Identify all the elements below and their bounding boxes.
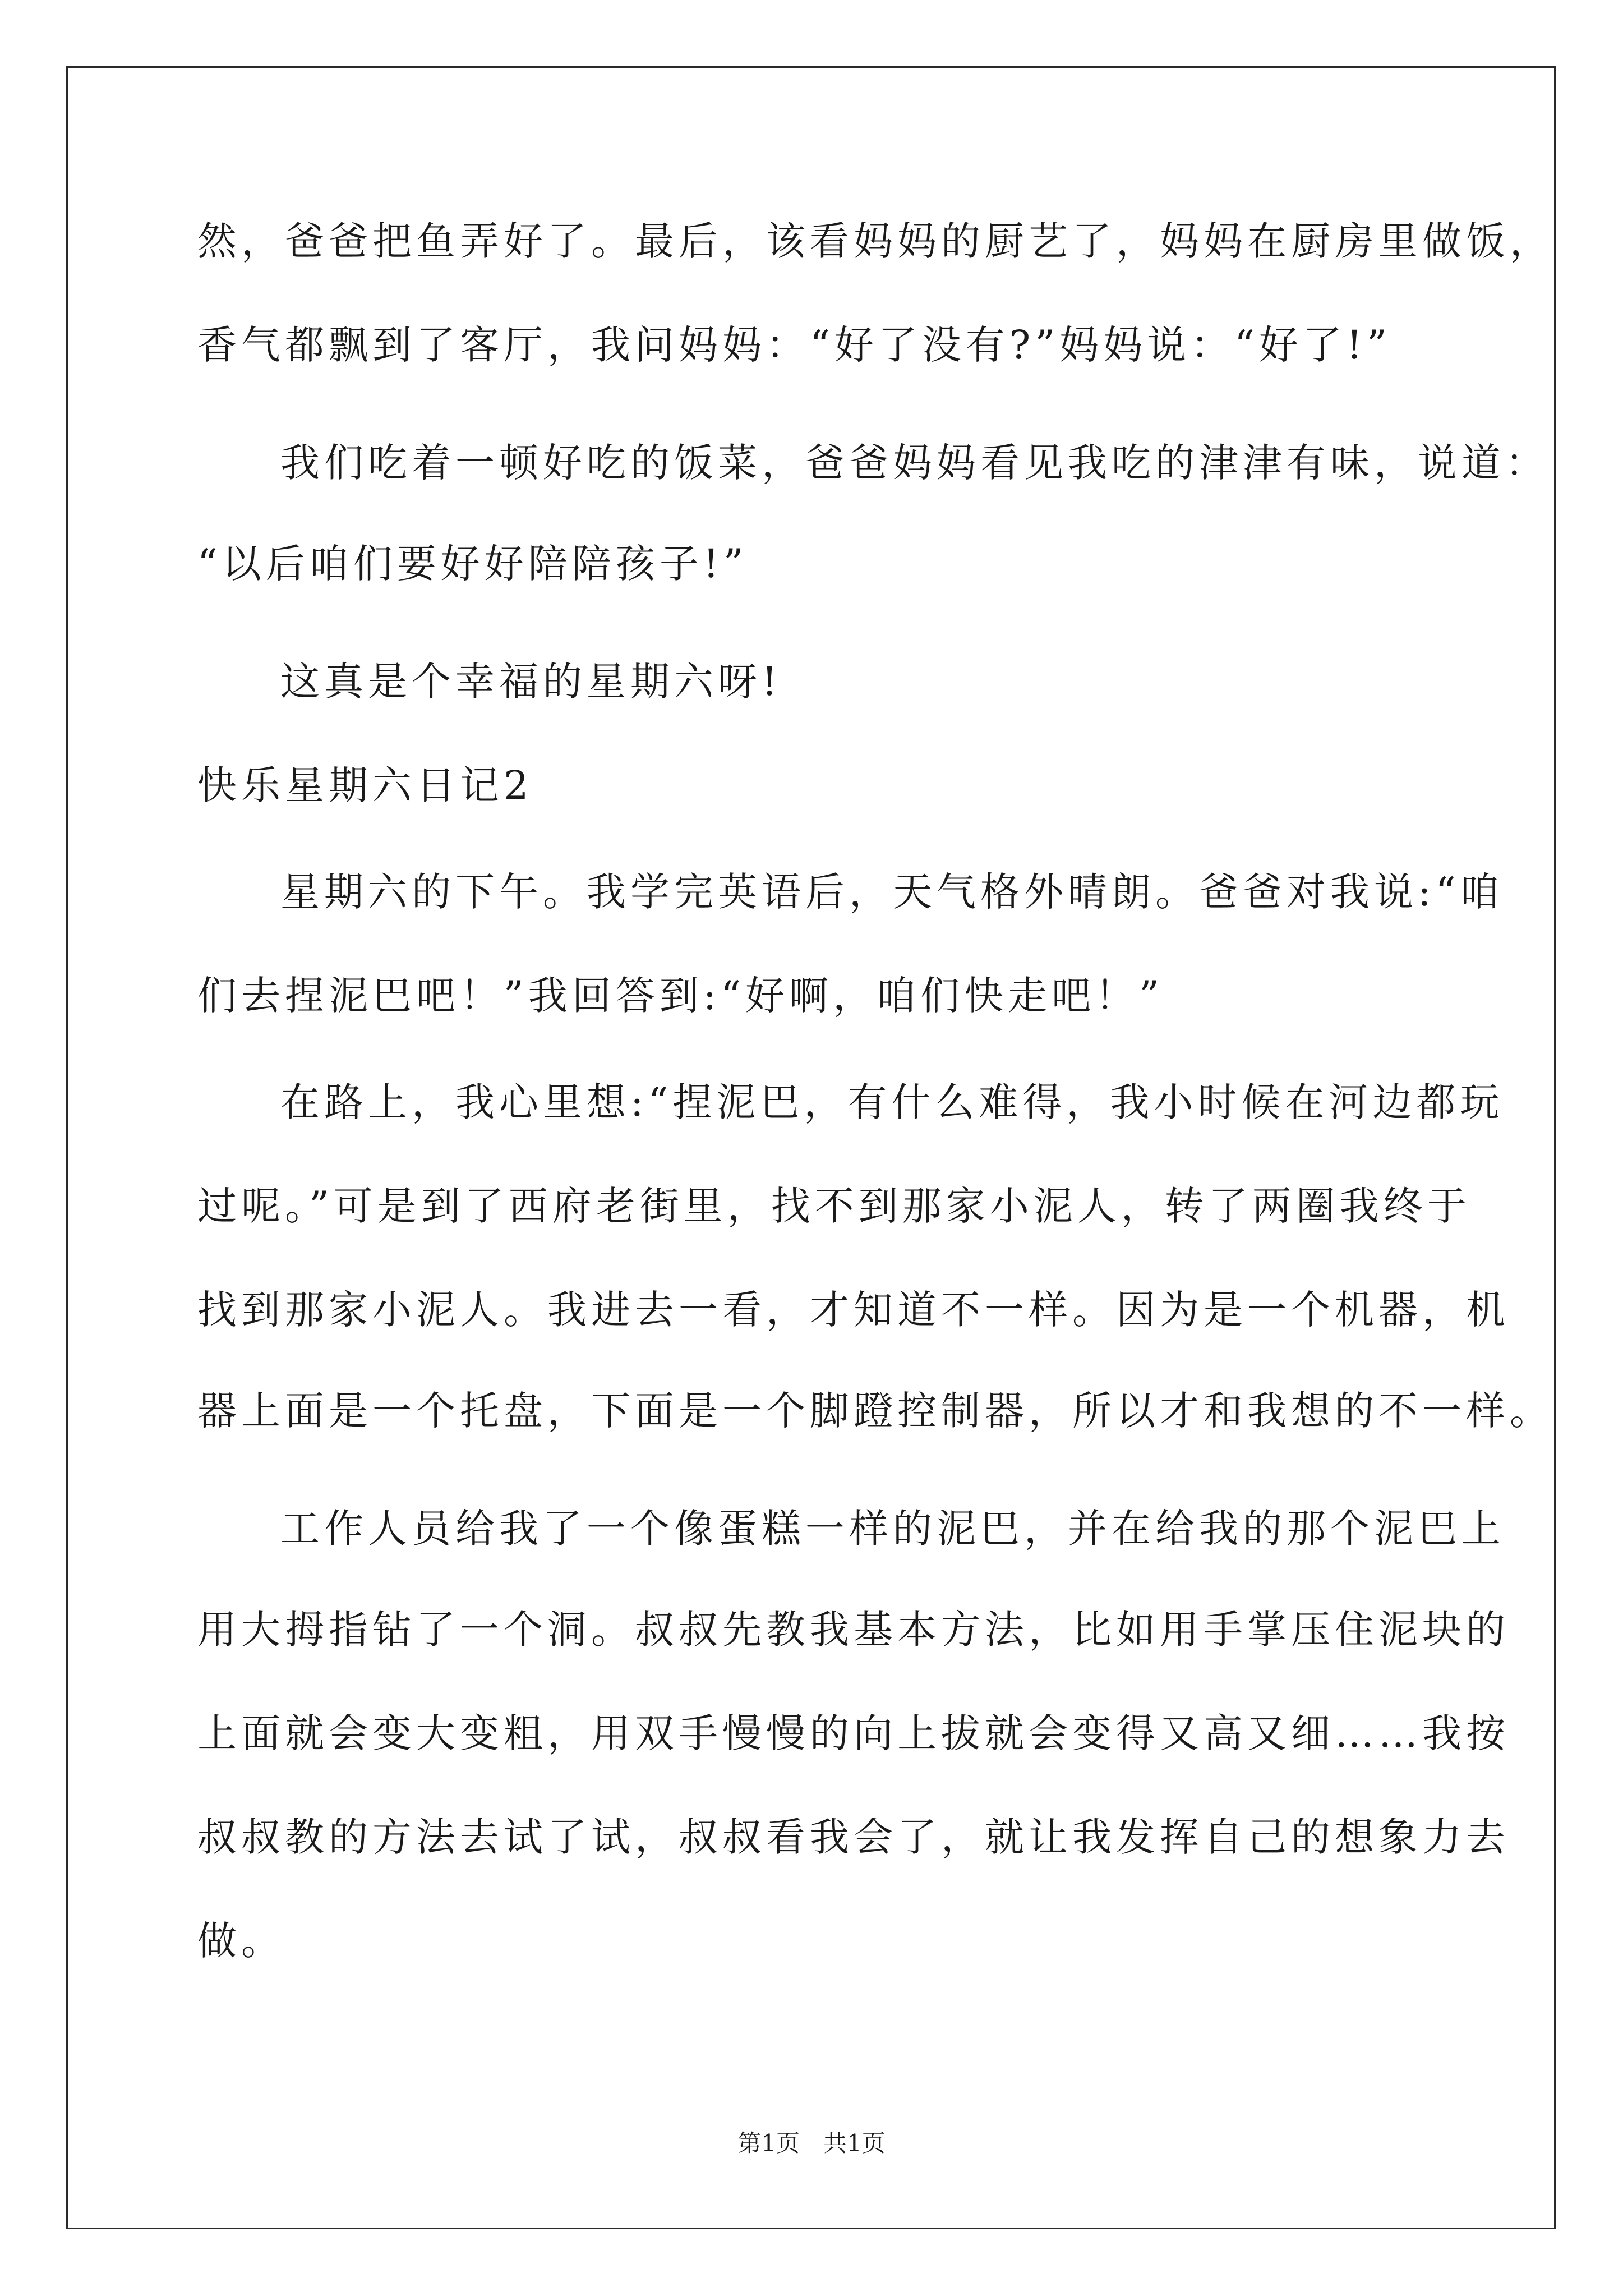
text-line: 叔叔教的方法去试了试，叔叔看我会了，就让我发挥自己的想象力去 [197, 1814, 1510, 1860]
text-line: 用大拇指钻了一个洞。叔叔先教我基本方法，比如用手掌压住泥块的 [197, 1607, 1510, 1653]
text-line: 我们吃着一顿好吃的饭菜，爸爸妈妈看见我吃的津津有味，说道： [280, 440, 1549, 486]
section-heading: 快乐星期六日记2 [197, 762, 533, 808]
text-line: “以后咱们要好好陪陪孩子!” [197, 541, 748, 587]
text-line: 这真是个幸福的星期六呀! [280, 659, 782, 705]
text-line: 上面就会变大变粗，用双手慢慢的向上拔就会变得又高又细……我按 [197, 1710, 1510, 1756]
text-line: 星期六的下午。我学完英语后，天气格外晴朗。爸爸对我说:“咱 [280, 869, 1504, 915]
page-footer: 第1页 共1页 [737, 2129, 886, 2157]
text-line: 工作人员给我了一个像蛋糕一样的泥巴，并在给我的那个泥巴上 [280, 1506, 1505, 1552]
text-line: 然，爸爸把鱼弄好了。最后，该看妈妈的厨艺了，妈妈在厨房里做饭， [197, 218, 1553, 264]
text-line: 器上面是一个托盘，下面是一个脚蹬控制器，所以才和我想的不一样。 [197, 1388, 1553, 1434]
text-line: 过呢。”可是到了西府老街里，找不到那家小泥人，转了两圈我终于 [197, 1183, 1471, 1229]
text-line: 们去捏泥巴吧！”我回答到:“好啊，咱们快走吧！” [197, 973, 1164, 1019]
text-line: 香气都飘到了客厅，我问妈妈：“好了没有?”妈妈说：“好了!” [197, 322, 1391, 368]
text-line: 找到那家小泥人。我进去一看，才知道不一样。因为是一个机器，机 [197, 1287, 1510, 1333]
text-line: 在路上，我心里想:“捏泥巴，有什么难得，我小时候在河边都玩 [280, 1079, 1504, 1125]
page-border [66, 66, 1556, 2229]
text-line: 做。 [197, 1918, 285, 1964]
